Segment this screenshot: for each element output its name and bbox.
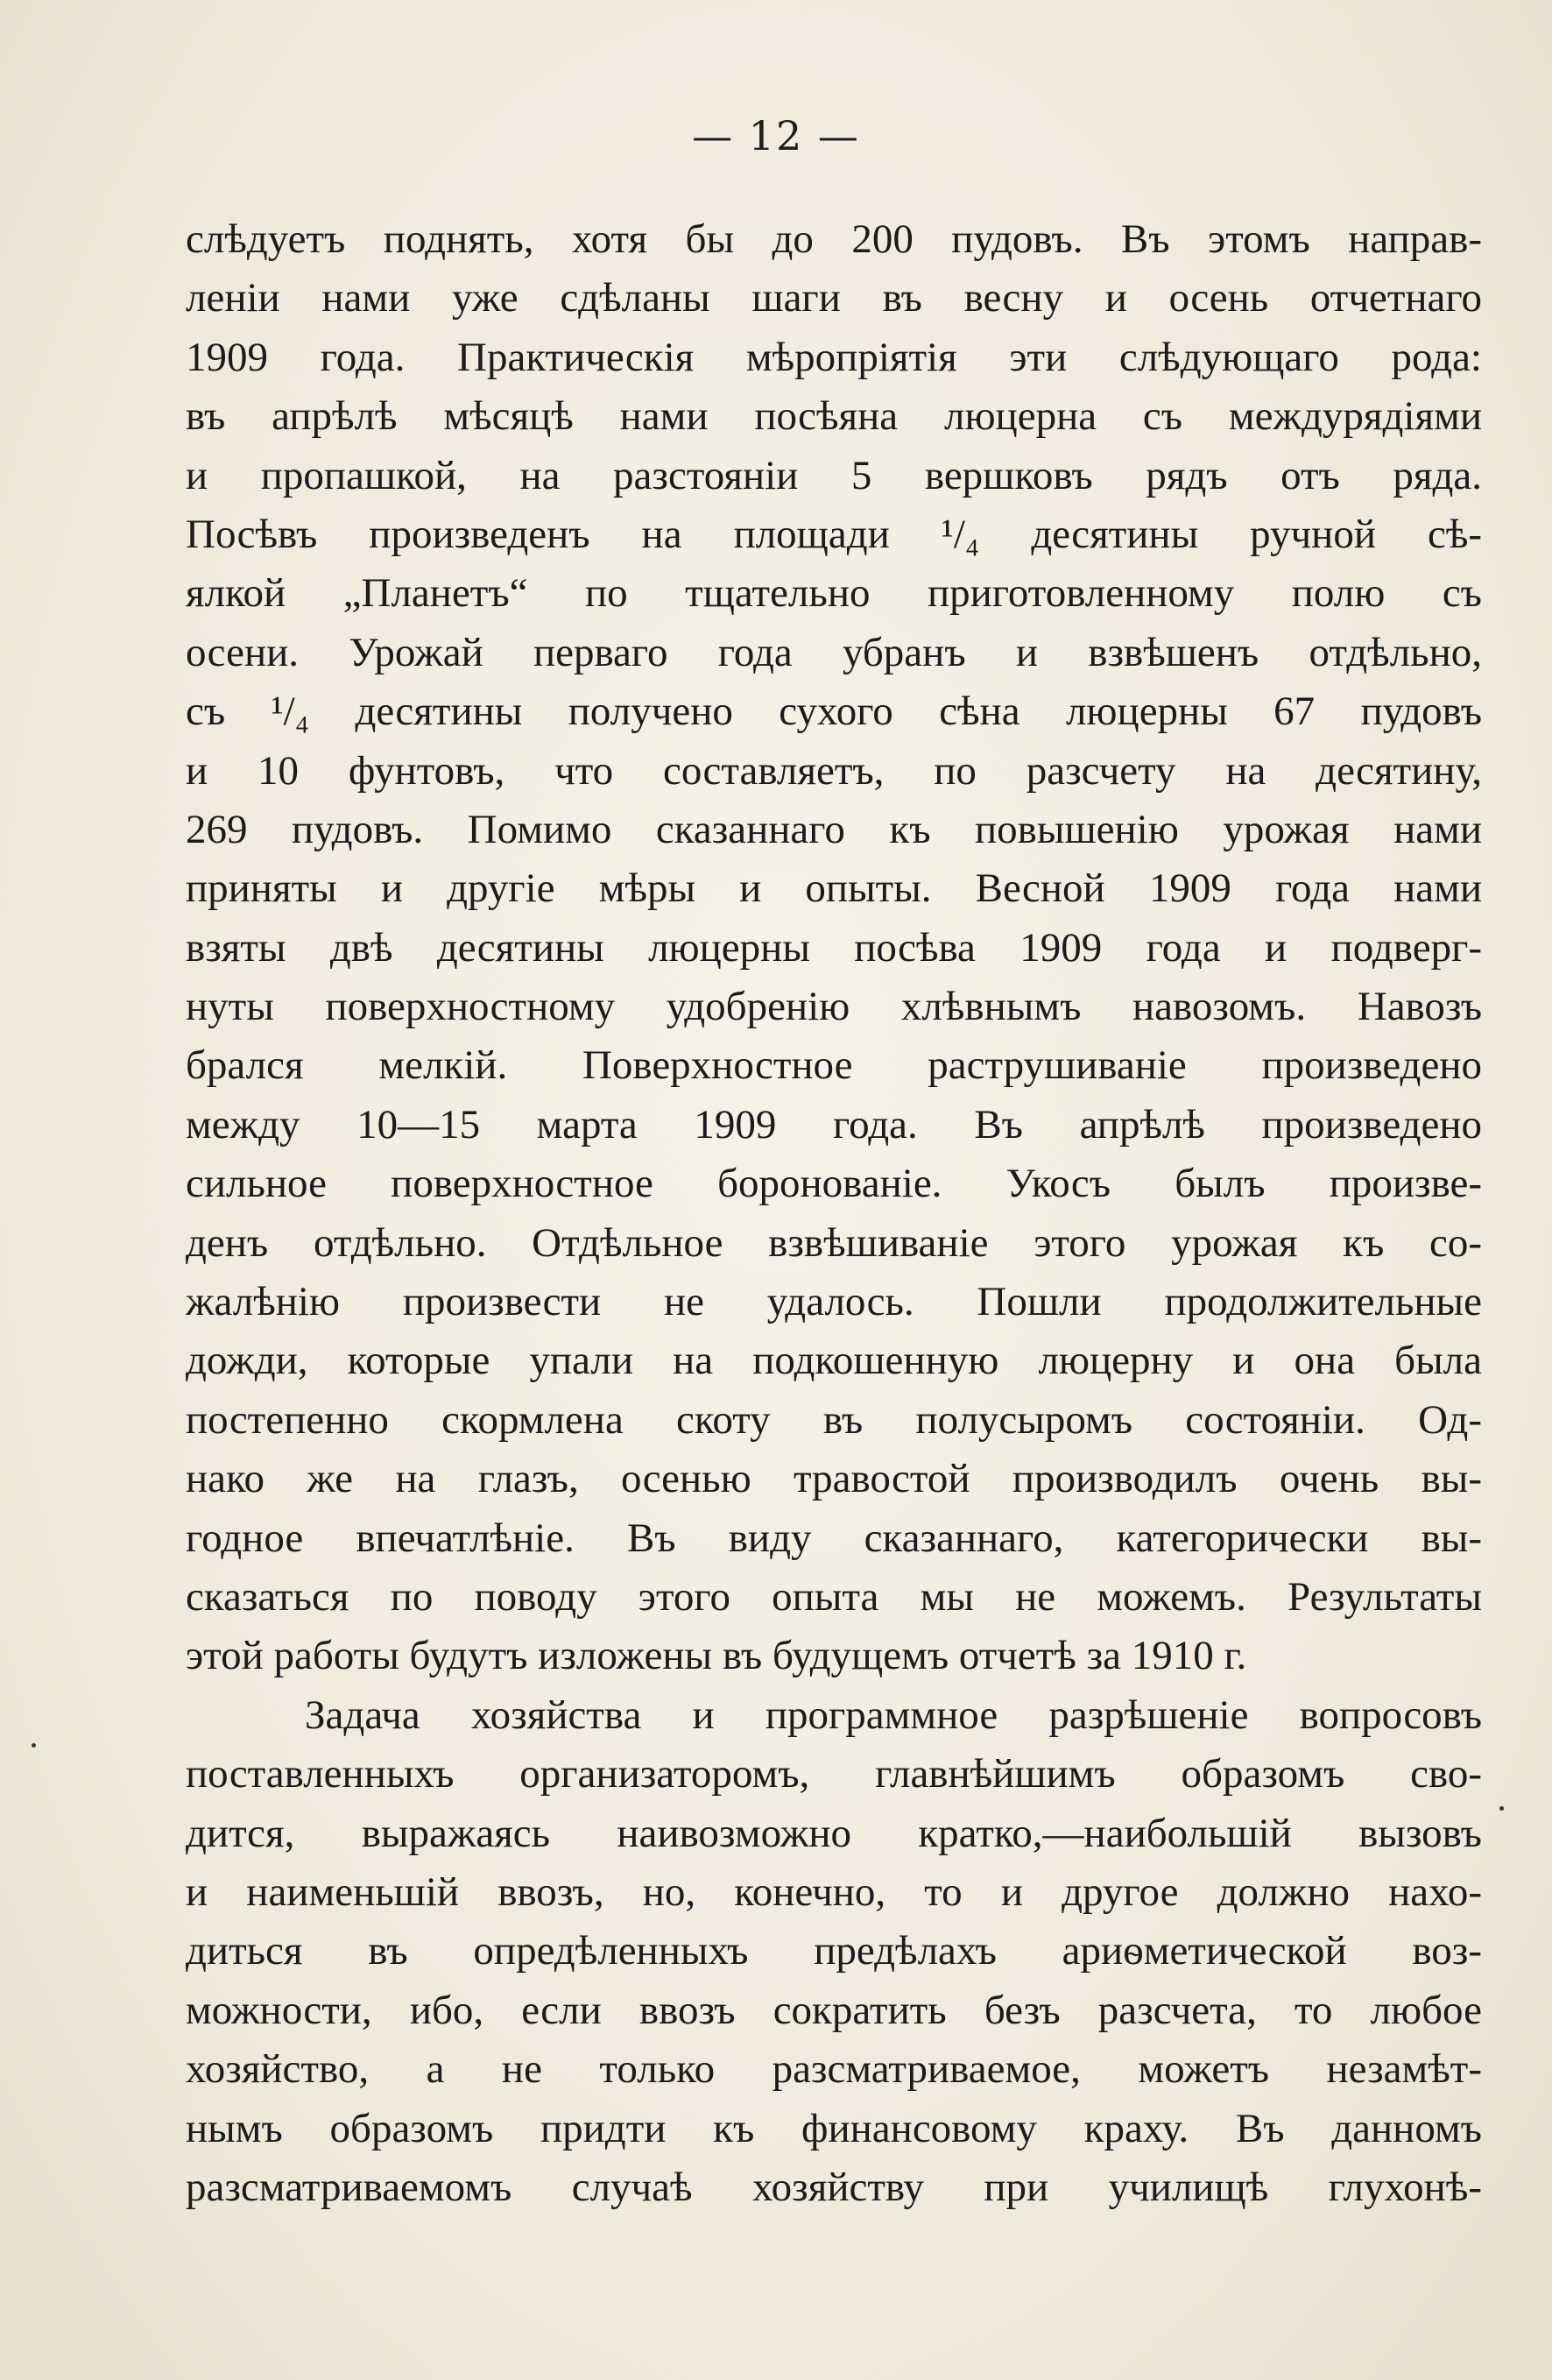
page-number: — 12 — [692, 112, 860, 159]
paragraph-1 [186, 210, 1482, 1686]
text-line: взяты двѣ десятины люцерны посѣва 1909 года и подверг- [186, 924, 1482, 971]
text-line: между 10—15 марта 1909 года. Въ апрѣлѣ произведено [186, 1101, 1482, 1148]
text-line: леніи нами уже сдѣланы шаги въ весну и осень отчетнаго [186, 275, 1482, 321]
print-speck [32, 1743, 36, 1748]
text-line: и 10 фунтовъ, что составляетъ, по разсчету на десятину, [186, 747, 1482, 794]
text-line: приняты и другіе мѣры и опыты. Весной 1909 года нами [186, 865, 1482, 912]
text-line: съ ¹/₄ десятины получено сухого сѣна люцерны 67 пудовъ [186, 689, 1482, 735]
text-line: этой работы будутъ изложены въ будущемъ отчетѣ за 1910 г. [186, 1633, 1247, 1679]
paragraph-2 [186, 1686, 1482, 2218]
text-line: слѣдуетъ поднять, хотя бы до 200 пудовъ. Въ этомъ направ- [186, 216, 1482, 262]
text-line: денъ отдѣльно. Отдѣльное взвѣшиваніе этого урожая къ со- [186, 1219, 1482, 1266]
text-line: осени. Урожай перваго года убранъ и взвѣшенъ отдѣльно, [186, 629, 1482, 675]
text-line: 1909 года. Практическія мѣропріятія эти слѣдующаго рода: [186, 334, 1482, 380]
text-line: 269 пудовъ. Помимо сказаннаго къ повышенію урожая нами [186, 806, 1482, 852]
text-line: Посѣвъ произведенъ на площади ¹/₄ десятины ручной сѣ- [186, 511, 1482, 557]
text-line: сказаться по поводу этого опыта мы не можемъ. Результаты [186, 1573, 1482, 1620]
text-line: дожди, которые упали на подкошенную люцерну и она была [186, 1338, 1482, 1384]
text-line: сильное поверхностное боронованіе. Укосъ былъ произве- [186, 1161, 1482, 1207]
text-line: нымъ образомъ придти къ финансовому краху. Въ данномъ [186, 2105, 1482, 2151]
text-line: диться въ опредѣленныхъ предѣлахъ ариѳметической воз- [186, 1928, 1482, 1974]
text-line: нако же на глазъ, осенью травостой производилъ очень вы- [186, 1456, 1482, 1502]
text-line: брался мелкій. Поверхностное раструшиваніе произведено [186, 1042, 1482, 1089]
print-speck [1499, 1806, 1504, 1811]
text-line: разсматриваемомъ случаѣ хозяйству при училищѣ глухонѣ- [186, 2164, 1482, 2210]
text-line: и пропашкой, на разстояніи 5 вершковъ рядъ отъ ряда. [186, 452, 1482, 498]
text-line: нуты поверхностному удобренію хлѣвнымъ навозомъ. Навозъ [186, 984, 1482, 1030]
text-line: можности, ибо, если ввозъ сократить безъ разсчета, то любое [186, 1987, 1482, 2033]
text-line: и наименьшій ввозъ, но, конечно, то и другое должно нахо- [186, 1868, 1482, 1915]
text-line: Задача хозяйства и программное разрѣшеніе вопросовъ [305, 1691, 1482, 1738]
text-line: постепенно скормлена скоту въ полусыромъ состояніи. Од- [186, 1396, 1482, 1443]
text-line: дится, выражаясь наивозможно кратко,—наибольшій вызовъ [186, 1810, 1482, 1856]
text-line: въ апрѣлѣ мѣсяцѣ нами посѣяна люцерна съ междурядіями [186, 393, 1482, 440]
text-line: годное впечатлѣніе. Въ виду сказаннаго, категорически вы- [186, 1515, 1482, 1561]
text-line: жалѣнію произвести не удалось. Пошли продолжительные [186, 1279, 1482, 1325]
body-text [186, 210, 1482, 2217]
text-line: хозяйство, а не только разсматриваемое, можетъ незамѣт- [186, 2046, 1482, 2093]
text-line: поставленныхъ организаторомъ, главнѣйшимъ образомъ сво- [186, 1751, 1482, 1797]
text-line: ялкой „Планетъ“ по тщательно приготовленному полю съ [186, 570, 1482, 617]
